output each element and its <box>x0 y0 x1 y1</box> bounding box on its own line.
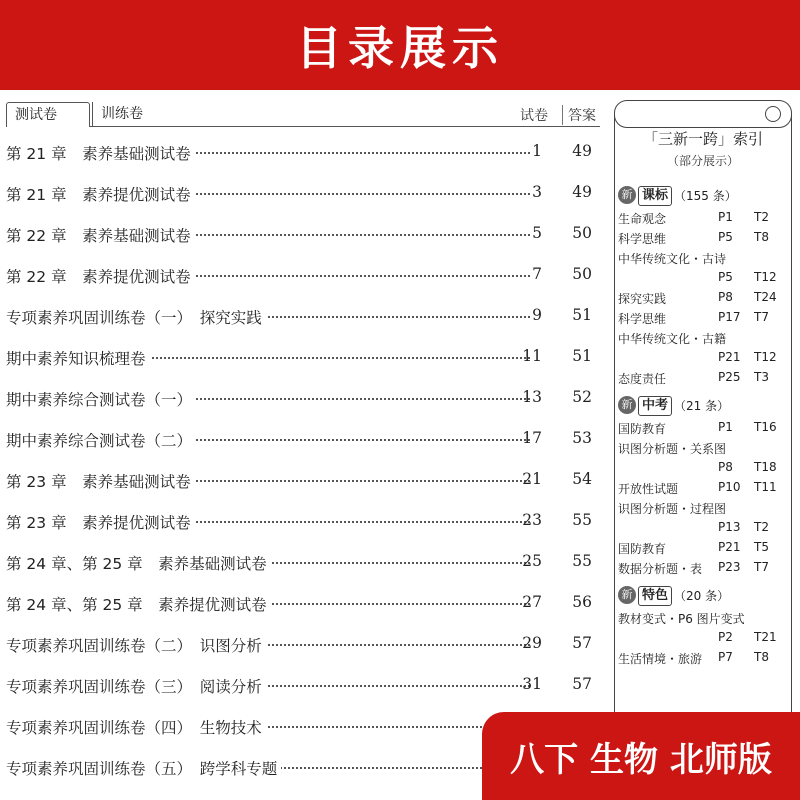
index-item <box>618 330 788 350</box>
index-item-name: 生命观念 <box>618 212 667 226</box>
toc-test-page: 5 <box>532 224 542 242</box>
index-item-question: T21 <box>754 630 777 644</box>
toc-answer-page: 55 <box>572 511 592 529</box>
index-item-question: T8 <box>754 650 769 664</box>
index-item-page: P21 <box>718 540 741 554</box>
index-item <box>618 460 788 480</box>
index-item-name: 科学思维 <box>618 312 667 326</box>
index-subtitle: （部分展示） <box>666 154 739 168</box>
index-item-page: P23 <box>718 560 741 574</box>
index-item-page: P25 <box>718 370 741 384</box>
toc-row[interactable] <box>6 675 596 697</box>
toc-row[interactable] <box>6 306 596 328</box>
index-scroll <box>614 100 792 800</box>
index-item-question: T12 <box>754 270 777 284</box>
index-item-name: 探究实践 <box>618 292 667 306</box>
toc-title: 专项素养巩固训练卷（五） 跨学科专题 <box>6 757 281 779</box>
toc-title: 第 23 章 素养基础测试卷 <box>6 470 195 492</box>
index-item-name: 开放性试题 <box>618 482 679 496</box>
index-section-2 <box>618 586 786 608</box>
toc-title: 期中素养知识梳理卷 <box>6 347 150 369</box>
toc-answer-page: 54 <box>572 470 592 488</box>
toc-title: 第 23 章 素养提优测试卷 <box>6 511 195 533</box>
index-item <box>618 520 788 540</box>
column-header-answer: 答案 <box>562 105 596 125</box>
index-item-question: T7 <box>754 560 769 574</box>
index-item-question: T5 <box>754 540 769 554</box>
index-section-label: 中考 <box>638 396 672 416</box>
index-item-page: P17 <box>718 310 741 324</box>
new-badge-icon: 新 <box>618 586 636 604</box>
index-item-question: T7 <box>754 310 769 324</box>
toc-answer-page: 51 <box>572 347 592 365</box>
toc-title: 专项素养巩固训练卷（四） 生物技术 <box>6 716 266 738</box>
grade-subject-text: 八下 生物 北师版 <box>510 739 772 780</box>
toc-title: 期中素养综合测试卷（二） <box>6 429 196 451</box>
toc-answer-page: 57 <box>572 634 592 652</box>
index-item-name: 识图分析题・关系图 <box>618 442 727 456</box>
index-section-0 <box>618 186 786 208</box>
grade-subject-badge <box>482 712 800 800</box>
toc-row[interactable] <box>6 347 596 369</box>
index-item-page: P1 <box>718 420 733 434</box>
index-item <box>618 440 788 460</box>
index-item-page: P1 <box>718 210 733 224</box>
toc-row[interactable] <box>6 224 596 246</box>
toc-row[interactable] <box>6 388 596 410</box>
toc-test-page: 25 <box>522 552 542 570</box>
index-item-question: T16 <box>754 420 777 434</box>
toc-title: 第 21 章 素养基础测试卷 <box>6 142 195 164</box>
toc-row[interactable] <box>6 470 596 492</box>
index-item-question: T12 <box>754 350 777 364</box>
toc-title: 第 22 章 素养提优测试卷 <box>6 265 195 287</box>
index-item-question: T3 <box>754 370 769 384</box>
toc-title: 第 22 章 素养基础测试卷 <box>6 224 195 246</box>
index-item-name: 态度责任 <box>618 372 667 386</box>
toc-title: 专项素养巩固训练卷（三） 阅读分析 <box>6 675 266 697</box>
toc-row[interactable] <box>6 183 596 205</box>
index-title: 「三新一跨」索引 <box>642 130 763 148</box>
toc-page <box>0 90 800 800</box>
toc-row[interactable] <box>6 142 596 164</box>
toc-answer-page: 49 <box>572 183 592 201</box>
tab-train[interactable]: 训练卷 <box>92 102 189 126</box>
index-section-label: 课标 <box>638 186 672 206</box>
index-item-page: P13 <box>718 520 741 534</box>
index-item <box>618 630 788 650</box>
index-item <box>618 250 788 270</box>
toc-test-page: 11 <box>522 347 542 365</box>
banner-title: 目录展示 <box>296 21 504 75</box>
index-item <box>618 420 788 440</box>
new-badge-icon: 新 <box>618 396 636 414</box>
tab-test[interactable]: 测试卷 <box>6 102 90 127</box>
toc-answer-page: 49 <box>572 142 592 160</box>
index-item <box>618 650 788 670</box>
index-item-page: P5 <box>718 270 733 284</box>
column-header-test: 试卷 <box>520 108 548 124</box>
toc-test-page: 21 <box>522 470 542 488</box>
index-section-label: 特色 <box>638 586 672 606</box>
toc-test-page: 7 <box>532 265 542 283</box>
toc-title: 第 24 章、第 25 章 素养提优测试卷 <box>6 593 271 615</box>
index-item-name: 数据分析题・表 <box>618 562 703 576</box>
toc-test-page: 17 <box>522 429 542 447</box>
toc-row[interactable] <box>6 429 596 451</box>
toc-row[interactable] <box>6 265 596 287</box>
index-item-name: 国防教育 <box>618 422 667 436</box>
index-item <box>618 610 788 630</box>
toc-test-page: 1 <box>532 142 542 160</box>
index-item-question: T2 <box>754 210 769 224</box>
toc-answer-page: 50 <box>572 224 592 242</box>
index-item-name: 国防教育 <box>618 542 667 556</box>
toc-test-page: 29 <box>522 634 542 652</box>
column-headers <box>512 102 600 126</box>
toc-row[interactable] <box>6 552 596 574</box>
index-item-question: T2 <box>754 520 769 534</box>
toc-test-page: 9 <box>532 306 542 324</box>
toc-answer-page: 53 <box>572 429 592 447</box>
index-item-page: P5 <box>718 230 733 244</box>
index-item-page: P8 <box>718 460 733 474</box>
index-section-count: （21 条） <box>674 399 730 413</box>
toc-answer-page: 57 <box>572 675 592 693</box>
toc-test-page: 27 <box>522 593 542 611</box>
index-item <box>618 500 788 520</box>
index-item-name: 科学思维 <box>618 232 667 246</box>
toc-title: 第 24 章、第 25 章 素养基础测试卷 <box>6 552 271 574</box>
index-item-page: P7 <box>718 650 733 664</box>
toc-test-page: 31 <box>522 675 542 693</box>
toc-row[interactable] <box>6 634 596 656</box>
toc-answer-page: 56 <box>572 593 592 611</box>
toc-test-page: 13 <box>522 388 542 406</box>
new-badge-icon: 新 <box>618 186 636 204</box>
toc-answer-page: 52 <box>572 388 592 406</box>
index-item-page: P10 <box>718 480 741 494</box>
toc-answer-page: 51 <box>572 306 592 324</box>
index-item <box>618 310 788 330</box>
index-item-question: T8 <box>754 230 769 244</box>
index-section-count: （155 条） <box>674 189 737 203</box>
toc-row[interactable] <box>6 511 596 533</box>
banner <box>0 0 800 90</box>
index-item <box>618 480 788 500</box>
index-item <box>618 370 788 390</box>
toc-title: 第 21 章 素养提优测试卷 <box>6 183 195 205</box>
index-item <box>618 560 788 580</box>
index-item-name: 识图分析题・过程图 <box>618 502 727 516</box>
toc-title: 专项素养巩固训练卷（二） 识图分析 <box>6 634 266 656</box>
toc-answer-page: 50 <box>572 265 592 283</box>
toc-title: 专项素养巩固训练卷（一） 探究实践 <box>6 306 266 328</box>
toc-answer-page: 55 <box>572 552 592 570</box>
index-item <box>618 540 788 560</box>
toc-title: 期中素养综合测试卷（一） <box>6 388 196 410</box>
index-section-1 <box>618 396 786 418</box>
index-item <box>618 290 788 310</box>
index-item-page: P2 <box>718 630 733 644</box>
toc-test-page: 23 <box>522 511 542 529</box>
tab-bar <box>6 102 600 128</box>
index-item-question: T24 <box>754 290 777 304</box>
tab-underline <box>6 126 600 127</box>
toc-row[interactable] <box>6 593 596 615</box>
index-item-question: T11 <box>754 480 777 494</box>
index-item-name: 生活情境・旅游 <box>618 652 703 666</box>
index-item-page: P8 <box>718 290 733 304</box>
index-item <box>618 230 788 250</box>
index-item <box>618 210 788 230</box>
index-item <box>618 350 788 370</box>
index-item <box>618 270 788 290</box>
index-item-name: 教材变式・P6 图片变式 <box>618 612 745 626</box>
index-section-count: （20 条） <box>674 589 730 603</box>
scroll-roll <box>614 100 792 128</box>
index-item-question: T18 <box>754 460 777 474</box>
index-item-name: 中华传统文化・古籍 <box>618 332 727 346</box>
index-item-name: 中华传统文化・古诗 <box>618 252 727 266</box>
toc-test-page: 3 <box>532 183 542 201</box>
index-item-page: P21 <box>718 350 741 364</box>
